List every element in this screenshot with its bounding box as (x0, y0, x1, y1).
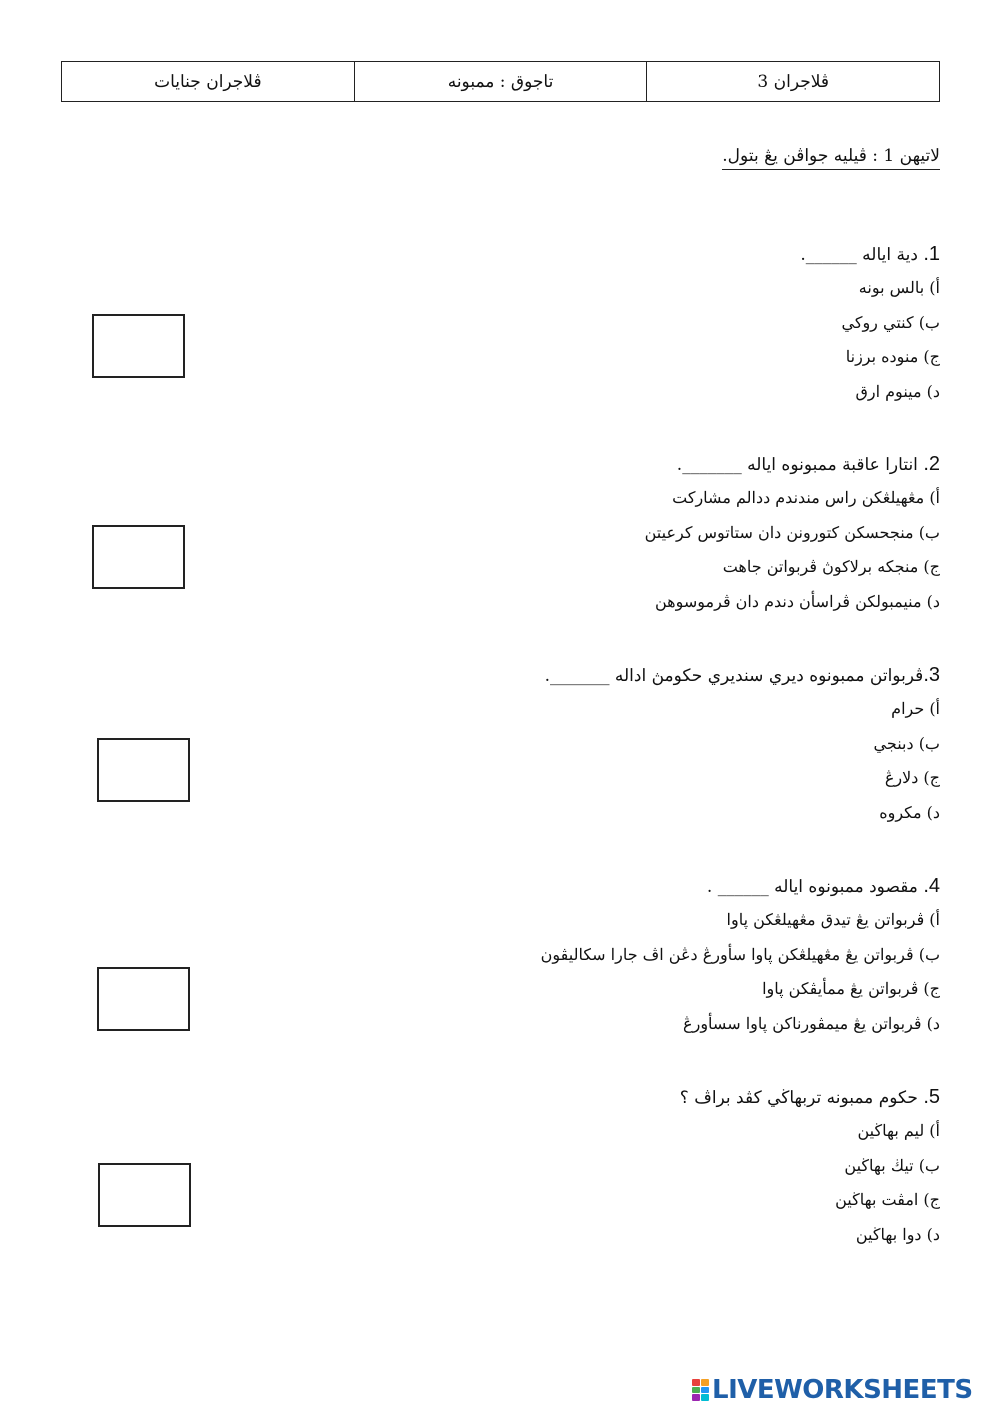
question-text: مقصود ممبونوه اياله ______ . (706, 877, 918, 897)
answer-box-4[interactable] (97, 967, 190, 1031)
option-c: ج) دلارڠ (884, 768, 940, 787)
answer-box-1[interactable] (92, 314, 185, 378)
option-b: ب) دبنجي (873, 733, 940, 753)
question-number: 3. (923, 664, 940, 686)
header-table (61, 61, 940, 102)
question-number: 2. (923, 453, 940, 475)
option-a: أ) ليم بهاڬين (857, 1121, 940, 1140)
option-d: د) مکروه (879, 802, 940, 822)
question-number: 5. (923, 1086, 940, 1108)
question-text: حکوم ممبونه تربهاڬي کڤد براڤ ؟ (679, 1088, 918, 1108)
question-4 (541, 869, 940, 1041)
option-c: ج) ڤربواتن يڠ ممأيڤکن ڽاوا (762, 979, 940, 998)
option-b: ب) کنتي روکي (841, 312, 940, 332)
option-d: د) ڤربواتن يڠ ميمڤورناکن ڽاوا سسأورڠ (683, 1013, 940, 1033)
question-3 (545, 658, 940, 830)
liveworksheets-logo-icon (692, 1379, 709, 1401)
question-2 (645, 447, 940, 619)
question-text: ڤربواتن ممبونوه ديري سنديري حکومڽ اداله _______. (544, 666, 924, 686)
question-number: 1. (923, 243, 940, 265)
question-5 (680, 1080, 940, 1252)
option-c: ج) منجکه برلاکوڽ ڤربواتن جاهت (722, 557, 940, 576)
option-a: أ) ڤربواتن يڠ تيدق مڠهيلڠکن ڽاوا (726, 910, 940, 929)
header-topic-title: ڤلاجران جنايات (154, 71, 262, 92)
logo-text: LIVEWORKSHEETS (712, 1375, 973, 1405)
answer-box-3[interactable] (97, 738, 190, 802)
liveworksheets-logo (692, 1377, 973, 1403)
question-text: دية اياله ______. (800, 245, 918, 265)
option-d: د) دوا بهاڬين (855, 1224, 940, 1244)
option-b: ب) منجحسکن کتورونن دان ستاتوس کرعيتن (644, 522, 940, 542)
option-c: ج) منوده برزنا (845, 347, 940, 366)
option-d: د) مينوم ارق (855, 381, 940, 401)
answer-box-5[interactable] (98, 1163, 191, 1227)
question-number: 4. (923, 875, 940, 897)
header-subtitle: تاجوق : ممبونه (354, 62, 647, 101)
option-a: أ) حرام (891, 699, 940, 718)
option-b: ب) ڤربواتن يڠ مڠهيلڠکن ڽاوا سأورڠ دڠن اڤ جارا سکاليڤون (540, 944, 940, 964)
option-a: أ) مڠهيلڠکن راس مندندم ددالم مشارکت (672, 488, 940, 507)
option-b: ب) تيڬ بهاڬين (844, 1155, 940, 1175)
option-c: ج) امڤت بهاڬين (835, 1190, 940, 1209)
answer-box-2[interactable] (92, 525, 185, 589)
header-lesson-number: ڤلاجران 3 (646, 62, 939, 101)
question-1 (800, 237, 940, 409)
question-text: انتارا عاقبة ممبونوه اياله _______. (676, 455, 918, 475)
option-a: أ) بالس بونه (858, 278, 940, 297)
exercise-instruction: لاتيهن 1 : ڤيليه جواڤن يڠ بتول. (722, 146, 940, 170)
option-d: د) منيمبولکن ڤراسأن دندم دان ڤرموسوهن (654, 591, 940, 611)
